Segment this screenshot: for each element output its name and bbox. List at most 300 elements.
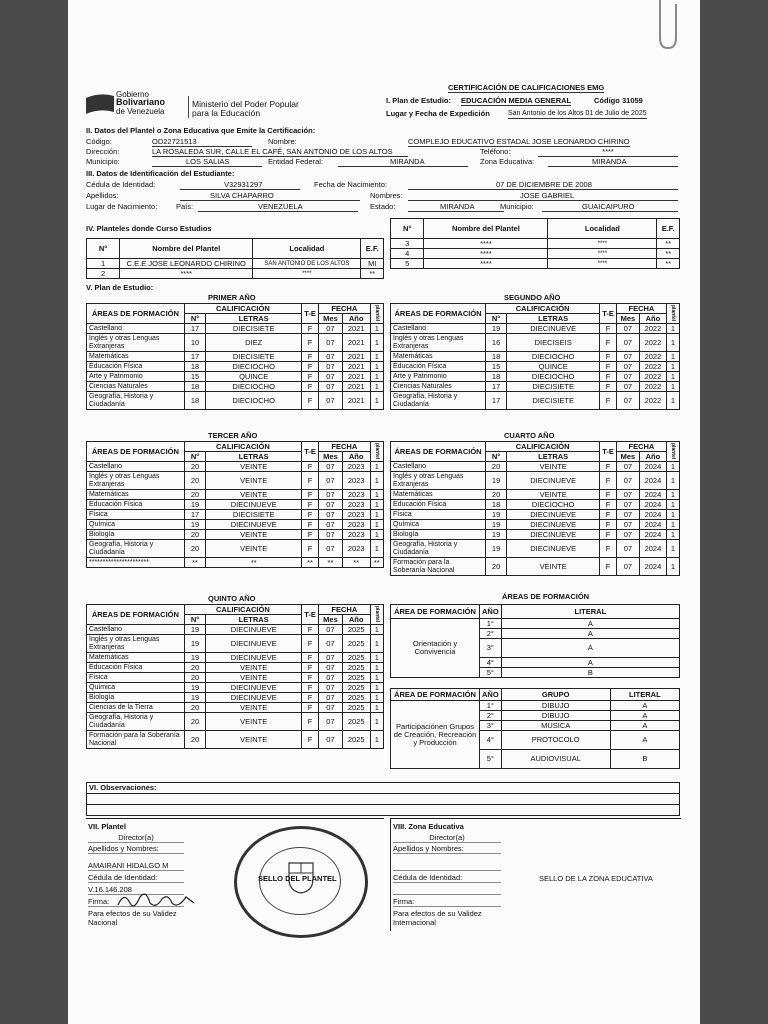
- grade-year: 2025: [342, 703, 370, 713]
- cedula-label: Cédula de Identidad:: [86, 180, 156, 189]
- area-name: Física: [87, 510, 185, 520]
- grades-h-n: N°: [184, 452, 206, 462]
- grade-row: [87, 362, 384, 372]
- plantel-director: Director(a): [88, 833, 184, 843]
- grade-month: 07: [319, 530, 343, 540]
- grade-month: 07: [319, 703, 343, 713]
- grade-te: F: [302, 324, 319, 334]
- grades-h-fecha: FECHA: [616, 442, 666, 452]
- zona-cedula-label: Cédula de Identidad:: [393, 873, 501, 883]
- lugar-nac-label: Lugar de Nacimiento:: [86, 202, 158, 211]
- grade-number: 15: [184, 372, 206, 382]
- plantel-zona: MIRANDA: [548, 157, 678, 167]
- grade-month: 07: [616, 362, 639, 372]
- grade-year: 2025: [342, 713, 370, 731]
- planteles-table-left: [86, 238, 384, 279]
- plantel-municipio-label: Municipio:: [86, 157, 120, 166]
- grades-h-letras: LETRAS: [206, 314, 302, 324]
- grade-plantel: 1: [370, 392, 383, 410]
- area-name: Formación para la Soberanía Nacional: [391, 558, 486, 576]
- grupos-literal: A: [610, 721, 679, 731]
- grade-month: 07: [319, 673, 343, 683]
- grade-month: 07: [319, 392, 343, 410]
- zona-apellidos-label: Apellidos y Nombres:: [393, 844, 501, 854]
- grade-month: 07: [616, 510, 639, 520]
- grade-te: F: [302, 490, 319, 500]
- grade-row: [391, 490, 680, 500]
- grade-te: F: [302, 500, 319, 510]
- grades-h-areas: ÁREAS DE FORMACIÓN: [391, 442, 486, 462]
- plantel-num: 2: [87, 269, 120, 279]
- grade-letters: DIECINUEVE: [507, 324, 600, 334]
- grade-month: 07: [616, 392, 639, 410]
- area-name: Castellano: [391, 324, 486, 334]
- planteles-h-n-right: N°: [391, 219, 424, 239]
- grade-plantel: 1: [370, 334, 383, 352]
- grade-letters: **: [206, 558, 302, 568]
- grade-number: 18: [184, 362, 206, 372]
- grade-te: F: [600, 540, 617, 558]
- grade-letters: DIECINUEVE: [507, 510, 600, 520]
- grades-h-te: T-E: [302, 605, 319, 625]
- grade-row: [87, 683, 384, 693]
- grade-month: 07: [616, 352, 639, 362]
- grade-row: [87, 635, 384, 653]
- grupos-grupo: AUDIOVISUAL: [501, 750, 610, 769]
- grade-te: F: [302, 663, 319, 673]
- grade-plantel: 1: [666, 520, 679, 530]
- grade-letters: DIECINUEVE: [206, 635, 302, 653]
- grade-year: 2023: [342, 472, 370, 490]
- grade-year: 2023: [342, 462, 370, 472]
- grade-month: 07: [616, 472, 639, 490]
- grades-h-ano: Año: [342, 452, 370, 462]
- area-name: Matemáticas: [87, 352, 185, 362]
- grade-month: 07: [616, 462, 639, 472]
- grade-row: [391, 382, 680, 392]
- grade-number: 20: [184, 490, 206, 500]
- grade-row: [391, 530, 680, 540]
- grade-plantel: 1: [370, 462, 383, 472]
- area-name: Ciencias Naturales: [391, 382, 486, 392]
- planteles-h-nombre: Nombre del Plantel: [120, 239, 253, 259]
- grade-row: [391, 324, 680, 334]
- orientacion-ano: 2°: [480, 629, 502, 639]
- paperclip-icon: [654, 0, 678, 52]
- grupos-h-ano: AÑO: [480, 689, 502, 701]
- grade-plantel: **: [370, 558, 383, 568]
- cuarto-ano-title: CUARTO AÑO: [504, 431, 555, 440]
- grade-plantel: 1: [666, 462, 679, 472]
- grupos-literal: A: [610, 731, 679, 750]
- grade-year: 2025: [342, 625, 370, 635]
- grade-plantel: 1: [370, 540, 383, 558]
- plantel-row: [87, 269, 384, 279]
- grade-number: 20: [184, 462, 206, 472]
- quinto-ano-title: QUINTO AÑO: [208, 594, 256, 603]
- gov-line-1: Gobierno: [116, 90, 149, 99]
- plantel-nombre-label: Nombre:: [268, 137, 297, 146]
- grade-te: F: [302, 392, 319, 410]
- area-name: Educación Física: [391, 362, 486, 372]
- grade-number: 19: [184, 635, 206, 653]
- grade-row: [87, 663, 384, 673]
- grade-month: 07: [319, 540, 343, 558]
- grade-plantel: 1: [370, 663, 383, 673]
- area-name: **********************: [87, 558, 185, 568]
- grade-year: 2023: [342, 530, 370, 540]
- tercer-ano-table: [86, 441, 384, 568]
- grade-letters: DIECINUEVE: [206, 693, 302, 703]
- sello-zona-label: SELLO DE LA ZONA EDUCATIVA: [539, 874, 653, 883]
- plantel-cedula-label: Cédula de Identidad:: [88, 873, 184, 883]
- grade-letters: DIECISIETE: [206, 510, 302, 520]
- grade-letters: DIECISIETE: [206, 352, 302, 362]
- grade-plantel: 1: [370, 703, 383, 713]
- area-name: Matemáticas: [87, 490, 185, 500]
- grade-year: 2024: [639, 520, 666, 530]
- grade-row: [87, 693, 384, 703]
- grades-h-mes: Mes: [319, 452, 343, 462]
- grades-h-fecha: FECHA: [616, 304, 666, 314]
- grade-plantel: 1: [370, 500, 383, 510]
- grade-row: [391, 372, 680, 382]
- grade-year: 2023: [342, 490, 370, 500]
- grade-letters: QUINCE: [507, 362, 600, 372]
- plantel-row: [391, 239, 680, 249]
- grade-plantel: 1: [370, 352, 383, 362]
- area-name: Educación Física: [87, 362, 185, 372]
- grade-letters: DIECIOCHO: [206, 362, 302, 372]
- grade-year: 2021: [342, 382, 370, 392]
- grade-plantel: 1: [370, 530, 383, 540]
- grade-te: F: [600, 530, 617, 540]
- grade-letters: DIECISIETE: [507, 382, 600, 392]
- grade-number: 19: [184, 683, 206, 693]
- grades-h-mes: Mes: [319, 615, 343, 625]
- plantel-row: [391, 259, 680, 269]
- area-name: Geografía, Historia y Ciudadanía: [87, 392, 185, 410]
- grade-row: [87, 382, 384, 392]
- plantel-localidad: ****: [548, 249, 657, 259]
- grade-year: 2025: [342, 673, 370, 683]
- grade-number: 18: [486, 352, 507, 362]
- grade-letters: VEINTE: [206, 462, 302, 472]
- grade-row: [391, 558, 680, 576]
- grades-h-letras: LETRAS: [206, 452, 302, 462]
- area-name: Castellano: [87, 625, 185, 635]
- primer-ano-title: PRIMER AÑO: [208, 293, 256, 302]
- grade-te: F: [600, 558, 617, 576]
- grades-h-plantel: plantel: [666, 442, 679, 462]
- certificate-title: CERTIFICACIÓN DE CALIFICACIONES EMG: [448, 83, 605, 92]
- cedula-value: V32931297: [180, 180, 300, 190]
- plantel-telefono: ****: [538, 147, 678, 157]
- grade-plantel: 1: [666, 490, 679, 500]
- grades-h-letras: LETRAS: [507, 314, 600, 324]
- grade-plantel: 1: [370, 713, 383, 731]
- grade-row: [87, 520, 384, 530]
- grade-month: 07: [616, 558, 639, 576]
- grade-month: 07: [616, 530, 639, 540]
- grade-year: 2022: [639, 362, 666, 372]
- grade-number: 15: [486, 362, 507, 372]
- grade-letters: DIECINUEVE: [206, 683, 302, 693]
- grade-letters: DIEZ: [206, 334, 302, 352]
- grade-row: [391, 520, 680, 530]
- grupos-ano: 4°: [480, 731, 502, 750]
- grade-plantel: 1: [666, 324, 679, 334]
- grade-year: 2023: [342, 510, 370, 520]
- grade-month: 07: [616, 324, 639, 334]
- grade-letters: QUINCE: [206, 372, 302, 382]
- grades-h-fecha: FECHA: [319, 605, 370, 615]
- grade-te: F: [600, 500, 617, 510]
- gov-line-3: de Venezuela: [116, 107, 165, 116]
- grupos-h-area: ÁREA DE FORMACIÓN: [391, 689, 480, 701]
- area-name: Matemáticas: [87, 653, 185, 663]
- observaciones-line-1: [87, 794, 680, 805]
- plantel-entidad: MIRANDA: [338, 157, 468, 167]
- planteles-h-ef: E.F.: [361, 239, 384, 259]
- grade-plantel: 1: [370, 520, 383, 530]
- pais-value: VENEZUELA: [198, 202, 358, 212]
- grupos-grupo: DIBUJO: [501, 711, 610, 721]
- grade-month: 07: [319, 372, 343, 382]
- grade-month: 07: [319, 462, 343, 472]
- grade-row: [87, 490, 384, 500]
- grade-te: F: [600, 362, 617, 372]
- grade-plantel: 1: [666, 362, 679, 372]
- grade-number: 18: [486, 500, 507, 510]
- grade-te: F: [302, 382, 319, 392]
- plantel-nombre: C.E.E JOSE LEONARDO CHIRINO: [120, 259, 253, 269]
- grade-number: 19: [184, 500, 206, 510]
- grade-plantel: 1: [666, 372, 679, 382]
- grade-month: 07: [319, 362, 343, 372]
- grade-number: 20: [184, 663, 206, 673]
- grade-year: 2024: [639, 472, 666, 490]
- grade-te: F: [600, 392, 617, 410]
- grade-number: 20: [486, 462, 507, 472]
- grade-month: 07: [616, 490, 639, 500]
- area-name: Castellano: [87, 462, 185, 472]
- grade-te: F: [302, 530, 319, 540]
- quinto-ano-table: [86, 604, 384, 749]
- orientacion-h-area: ÁREA DE FORMACIÓN: [391, 605, 480, 619]
- zona-cedula-line: [393, 885, 501, 895]
- tercer-ano-title: TERCER AÑO: [208, 431, 258, 440]
- grade-row: [391, 540, 680, 558]
- grade-te: F: [302, 372, 319, 382]
- grade-te: F: [302, 352, 319, 362]
- grupos-ano: 5°: [480, 750, 502, 769]
- grupos-grupo: PROTOCOLO: [501, 731, 610, 750]
- grade-te: F: [600, 334, 617, 352]
- grade-number: 20: [184, 731, 206, 749]
- certificate-page: [68, 0, 700, 1024]
- nombres-label: Nombres:: [370, 191, 403, 200]
- area-name: Inglés y otras Lenguas Extranjeras: [87, 635, 185, 653]
- grade-te: F: [302, 520, 319, 530]
- plantel-localidad: SAN ANTONIO DE LOS ALTOS: [253, 259, 361, 269]
- grades-h-calificacion: CALIFICACIÓN: [486, 304, 600, 314]
- grade-letters: DIECINUEVE: [507, 540, 600, 558]
- plantel-row: [87, 259, 384, 269]
- grade-te: F: [302, 693, 319, 703]
- plantel-num: 4: [391, 249, 424, 259]
- grades-h-fecha: FECHA: [319, 442, 370, 452]
- plantel-nombre: ****: [424, 259, 548, 269]
- area-name: Biología: [87, 693, 185, 703]
- grade-month: 07: [319, 510, 343, 520]
- orientacion-ano: 5°: [480, 668, 502, 678]
- area-name: Inglés y otras Lenguas Extranjeras: [87, 334, 185, 352]
- grade-month: 07: [616, 372, 639, 382]
- grupos-literal: A: [610, 701, 679, 711]
- grade-number: 20: [184, 703, 206, 713]
- grade-row: [87, 703, 384, 713]
- grade-te: F: [302, 462, 319, 472]
- grade-letters: DIECINUEVE: [206, 520, 302, 530]
- planteles-h-nombre-right: Nombre del Plantel: [424, 219, 548, 239]
- plantel-zona-label: Zona Educativa:: [480, 157, 535, 166]
- grade-letters: DIECIOCHO: [507, 372, 600, 382]
- plantel-localidad: ****: [548, 259, 657, 269]
- nombres-value: JOSE GABRIEL: [408, 191, 678, 201]
- grade-year: 2022: [639, 392, 666, 410]
- grade-row: [391, 510, 680, 520]
- grade-year: 2022: [639, 382, 666, 392]
- grades-h-te: T-E: [302, 442, 319, 462]
- grade-month: 07: [319, 490, 343, 500]
- orientacion-literal: A: [501, 629, 679, 639]
- area-name: Educación Física: [391, 500, 486, 510]
- grade-row: [87, 372, 384, 382]
- grade-year: **: [342, 558, 370, 568]
- grade-row: [87, 324, 384, 334]
- grade-plantel: 1: [666, 382, 679, 392]
- grupos-area-label: Participaciónen Grupos de Creación, Recreación y Producción: [391, 701, 480, 769]
- grades-h-calificacion: CALIFICACIÓN: [184, 605, 301, 615]
- grade-letters: VEINTE: [206, 713, 302, 731]
- municipio-nac-value: GUAICAIPURO: [542, 202, 678, 212]
- grade-letters: VEINTE: [206, 673, 302, 683]
- zona-name-line: [393, 861, 501, 871]
- grade-row: [87, 540, 384, 558]
- grade-number: 19: [486, 520, 507, 530]
- grade-row: [87, 558, 384, 568]
- zona-signature-block: [390, 818, 681, 931]
- plantel-nombre: ****: [424, 249, 548, 259]
- grade-letters: VEINTE: [206, 663, 302, 673]
- grupos-table: [390, 688, 680, 769]
- grade-row: [87, 510, 384, 520]
- grades-h-areas: ÁREAS DE FORMACIÓN: [87, 605, 185, 625]
- grade-letters: VEINTE: [206, 472, 302, 490]
- area-name: Química: [87, 683, 185, 693]
- grade-plantel: 1: [666, 334, 679, 352]
- lugar-value: San Antonio de los Altos 01 de Julio de 2025: [508, 110, 647, 117]
- observaciones-title: VI. Observaciones:: [87, 783, 680, 794]
- grade-plantel: 1: [370, 693, 383, 703]
- grade-letters: DIECINUEVE: [206, 625, 302, 635]
- orientacion-literal: A: [501, 619, 679, 629]
- area-name: Biología: [87, 530, 185, 540]
- grades-h-calificacion: CALIFICACIÓN: [486, 442, 600, 452]
- logo-divider: [188, 96, 189, 118]
- grade-year: 2024: [639, 530, 666, 540]
- grade-year: 2021: [342, 362, 370, 372]
- grade-row: [391, 472, 680, 490]
- grades-h-letras: LETRAS: [206, 615, 302, 625]
- grade-te: F: [600, 352, 617, 362]
- grade-row: [391, 334, 680, 352]
- plantel-localidad: ****: [253, 269, 361, 279]
- grade-te: F: [302, 625, 319, 635]
- grade-number: 19: [486, 530, 507, 540]
- grade-month: 07: [319, 653, 343, 663]
- grade-plantel: 1: [370, 382, 383, 392]
- grade-letters: VEINTE: [206, 540, 302, 558]
- grade-month: 07: [319, 520, 343, 530]
- ministry-line-2: para la Educación: [192, 108, 261, 118]
- ministry-line-1: Ministerio del Poder Popular: [192, 99, 299, 109]
- grade-row: [391, 352, 680, 362]
- grade-month: 07: [616, 500, 639, 510]
- orientacion-literal: B: [501, 668, 679, 678]
- grade-number: 18: [486, 372, 507, 382]
- grade-number: 19: [184, 693, 206, 703]
- grades-h-calificacion: CALIFICACIÓN: [184, 304, 301, 314]
- grade-year: 2021: [342, 372, 370, 382]
- grade-number: 20: [486, 490, 507, 500]
- grade-letters: DIECINUEVE: [206, 500, 302, 510]
- area-name: Física: [391, 510, 486, 520]
- grade-number: 19: [486, 510, 507, 520]
- grade-number: 19: [486, 540, 507, 558]
- grade-letters: VEINTE: [507, 490, 600, 500]
- grade-letters: DIECINUEVE: [507, 472, 600, 490]
- apellidos-label: Apellidos:: [86, 191, 119, 200]
- grade-month: 07: [319, 625, 343, 635]
- grade-row: [87, 462, 384, 472]
- grade-number: 20: [486, 558, 507, 576]
- plantel-municipio: LOS SALIAS: [152, 157, 262, 167]
- plantel-codigo: OD22721513: [152, 137, 252, 147]
- area-name: Educación Física: [87, 500, 185, 510]
- grade-letters: DIECINUEVE: [507, 530, 600, 540]
- grades-h-te: T-E: [600, 304, 617, 324]
- plantel-ef: **: [657, 249, 680, 259]
- estudiante-section-title: III. Datos de Identificación del Estudiante:: [86, 169, 235, 178]
- fecha-nac-label: Fecha de Nacimiento:: [314, 180, 387, 189]
- grade-te: F: [302, 703, 319, 713]
- grade-letters: VEINTE: [206, 490, 302, 500]
- grades-h-letras: LETRAS: [507, 452, 600, 462]
- grade-number: 19: [184, 653, 206, 663]
- grupos-h-literal: LITERAL: [610, 689, 679, 701]
- grades-h-fecha: FECHA: [319, 304, 370, 314]
- area-name: Inglés y otras Lenguas Extranjeras: [391, 472, 486, 490]
- grade-plantel: 1: [666, 472, 679, 490]
- area-name: Física: [87, 673, 185, 683]
- grade-month: 07: [319, 382, 343, 392]
- planteles-h-ef-right: E.F.: [657, 219, 680, 239]
- orientacion-ano: 3°: [480, 639, 502, 658]
- grades-h-mes: Mes: [319, 314, 343, 324]
- grade-year: 2024: [639, 540, 666, 558]
